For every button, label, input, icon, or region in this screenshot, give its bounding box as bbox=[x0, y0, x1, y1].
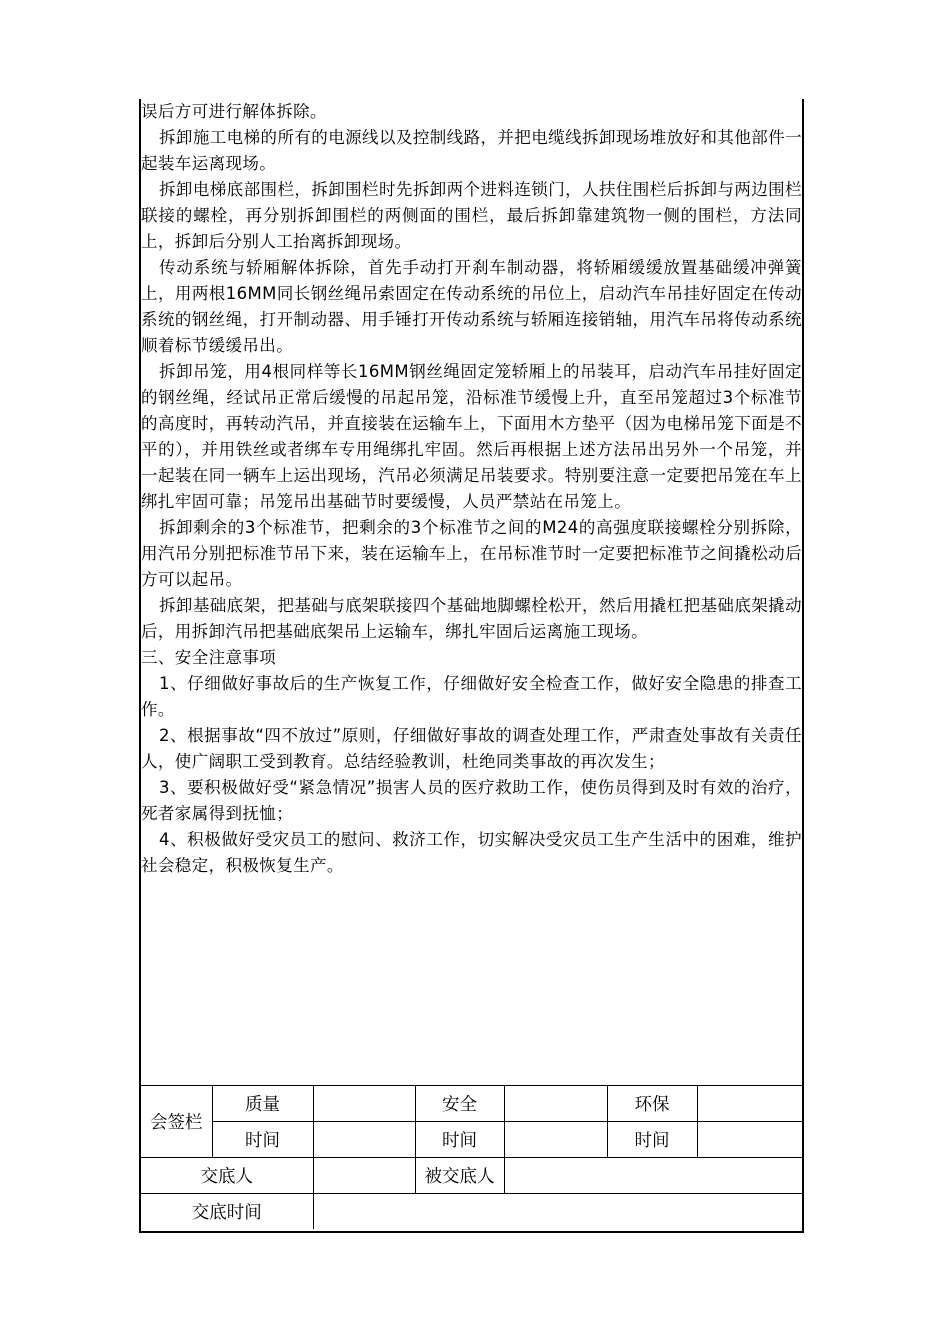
countersign-label: 会签栏 bbox=[141, 1086, 212, 1158]
paragraph-4: 拆卸吊笼，用4根同样等长16MM钢丝绳固定笼轿厢上的吊装耳，启动汽车吊挂好固定的钢丝绳，经试吊正常后缓慢的吊起吊笼，沿标准节缓慢上升，直至吊笼超过3个标准节的高度时，再转动汽吊，并直接装在运输车上，下面用木方垫平（因为电梯吊笼下面是不平的），并用铁丝或者绑车专用绳绑扎牢固。然后再根据上述方法吊出另外一个吊笼，并一起装在同一辆车上运出现场，汽吊必须满足吊装要求。特别要注意一定要把吊笼在车上绑扎牢固可靠；吊笼吊出基础节时要缓慢，人员严禁站在吊笼上。 bbox=[141, 362, 802, 511]
body-text bbox=[141, 99, 802, 879]
paragraph-3: 传动系统与轿厢解体拆除，首先手动打开刹车制动器，将轿厢缓缓放置基础缓冲弹簧上，用两根16MM同长钢丝绳吊索固定在传动系统的吊位上，启动汽车吊挂好固定在传动系统的钢丝绳，打开制动器、用手锤打开传动系统与轿厢连接销轴，用汽车吊将传动系统顺着标节缓缓吊出。 bbox=[141, 258, 802, 355]
quality-time-label: 时间 bbox=[212, 1122, 313, 1158]
environment-label: 环保 bbox=[607, 1086, 697, 1122]
recipient-cell[interactable] bbox=[504, 1158, 802, 1194]
signoff-row-1 bbox=[141, 1086, 802, 1122]
recipient-label: 被交底人 bbox=[415, 1158, 504, 1194]
paragraph-10: 3、要积极做好受“紧急情况”损害人员的医疗救助工作，使伤员得到及时有效的治疗，死者家属得到抚恤； bbox=[141, 778, 802, 823]
safety-time-cell[interactable] bbox=[504, 1122, 607, 1158]
environment-time-cell[interactable] bbox=[697, 1122, 802, 1158]
quality-time-cell[interactable] bbox=[313, 1122, 415, 1158]
paragraph-1: 拆卸施工电梯的所有的电源线以及控制线路，并把电缆线拆卸现场堆放好和其他部件一起装车运离现场。 bbox=[141, 128, 802, 173]
paragraph-11: 4、积极做好受灾员工的慰问、救济工作，切实解决受灾员工生产生活中的困难，维护社会稳定，积极恢复生产。 bbox=[141, 830, 802, 875]
signoff-row-3 bbox=[141, 1158, 802, 1194]
disclosure-time-cell[interactable] bbox=[313, 1194, 802, 1230]
paragraph-6: 拆卸基础底架，把基础与底架联接四个基础地脚螺栓松开，然后用撬杠把基础底架撬动后，用拆卸汽吊把基础底架吊上运输车，绑扎牢固后运离施工现场。 bbox=[141, 596, 802, 641]
paragraph-9: 2、根据事故“四不放过”原则，仔细做好事故的调查处理工作，严肃查处事故有关责任人，使广阔职工受到教育。总结经验教训，杜绝同类事故的再次发生； bbox=[141, 726, 802, 771]
disclosure-time-label: 交底时间 bbox=[141, 1194, 313, 1230]
quality-signature-cell[interactable] bbox=[313, 1086, 415, 1122]
safety-time-label: 时间 bbox=[415, 1122, 504, 1158]
document-sheet bbox=[139, 99, 804, 1233]
safety-signature-cell[interactable] bbox=[504, 1086, 607, 1122]
paragraph-8: 1、仔细做好事故后的生产恢复工作，仔细做好安全检查工作，做好安全隐患的排查工作。 bbox=[141, 674, 802, 719]
environment-signature-cell[interactable] bbox=[697, 1086, 802, 1122]
discloser-label: 交底人 bbox=[141, 1158, 313, 1194]
safety-label: 安全 bbox=[415, 1086, 504, 1122]
quality-label: 质量 bbox=[212, 1086, 313, 1122]
paragraph-5: 拆卸剩余的3个标准节，把剩余的3个标准节之间的M24的高强度联接螺栓分别拆除，用汽吊分别把标准节吊下来，装在运输车上，在吊标准节时一定要把标准节之间撬松动后方可以起吊。 bbox=[141, 518, 802, 589]
signoff-row-4 bbox=[141, 1194, 802, 1230]
discloser-cell[interactable] bbox=[313, 1158, 415, 1194]
environment-time-label: 时间 bbox=[607, 1122, 697, 1158]
paragraph-0: 误后方可进行解体拆除。 bbox=[141, 102, 327, 121]
section-heading: 三、安全注意事项 bbox=[141, 648, 277, 667]
signoff-table bbox=[141, 1085, 802, 1229]
paragraph-2: 拆卸电梯底部围栏，拆卸围栏时先拆卸两个进料连锁门，人扶住围栏后拆卸与两边围栏联接的螺栓，再分别拆卸围栏的两侧面的围栏，最后拆卸靠建筑物一侧的围栏，方法同上，拆卸后分别人工抬离拆卸现场。 bbox=[141, 180, 802, 251]
signoff-row-2 bbox=[141, 1122, 802, 1158]
